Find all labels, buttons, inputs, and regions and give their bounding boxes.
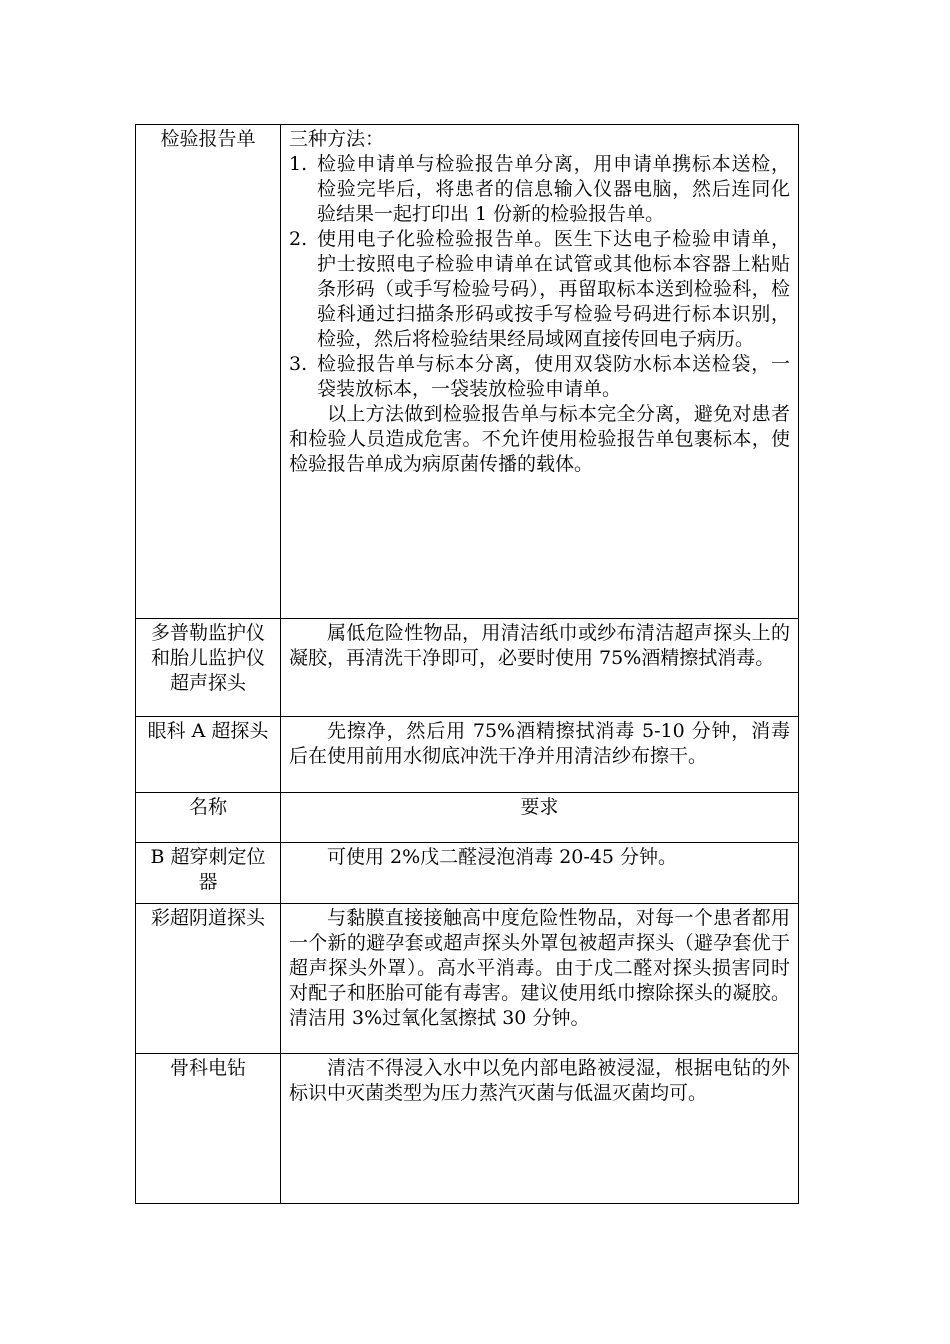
methods-list [289,152,790,402]
table-row [136,717,799,793]
table-row [136,904,799,1054]
row-name-cell: 骨科电钻 [136,1054,281,1204]
list-item-text: 检验报告单与标本分离，使用双袋防水标本送检袋，一袋装放标本，一袋装放检验申请单。 [317,353,790,400]
column-header-name: 名称 [136,793,281,843]
list-item-number: 1. [289,153,308,175]
row-name-cell: 检验报告单 [136,125,281,619]
row-requirement-cell: 可使用 2%戊二醛浸泡消毒 20-45 分钟。 [281,843,799,904]
list-item-number: 3. [289,353,308,375]
disinfection-table [135,124,799,1204]
row-requirement-cell [281,125,799,619]
table-row [136,125,799,619]
row-requirement-cell: 与黏膜直接接触高中度危险性物品，对每一个患者都用一个新的避孕套或超声探头外罩包被超声探头（避孕套优于超声探头外罩）。高水平消毒。由于戊二醛对探头损害同时对配子和胚胎可能有毒害。建议使用纸巾擦除探头的凝胶。清洁用 3%过氧化氢擦拭 30 分钟。 [281,904,799,1054]
row-name-cell: 多普勒监护仪和胎儿监护仪超声探头 [136,619,281,717]
row-requirement-cell: 先擦净，然后用 75%酒精擦拭消毒 5-10 分钟，消毒后在使用前用水彻底冲洗干净并用清洁纱布擦干。 [281,717,799,793]
list-item-text: 使用电子化验检验报告单。医生下达电子检验申请单，护士按照电子检验申请单在试管或其他标本容器上粘贴条形码（或手写检验号码），再留取标本送到检验科，检验科通过扫描条形码或按手写检验号码进行标本识别，检验，然后将检验结果经局域网直接传回电子病历。 [317,228,790,350]
row-requirement-cell: 属低危险性物品，用清洁纸巾或纱布清洁超声探头上的凝胶，再清洗干净即可，必要时使用 75%酒精擦拭消毒。 [281,619,799,717]
table-row [136,619,799,717]
column-header-requirement: 要求 [281,793,799,843]
row-requirement-cell: 清洁不得浸入水中以免内部电路被浸湿，根据电钻的外标识中灭菌类型为压力蒸汽灭菌与低温灭菌均可。 [281,1054,799,1204]
table-row [136,843,799,904]
table-row [136,1054,799,1204]
list-item [289,352,790,402]
methods-intro: 三种方法： [289,128,385,150]
methods-summary: 以上方法做到检验报告单与标本完全分离，避免对患者和检验人员造成危害。不允许使用检验报告单包裹标本，使检验报告单成为病原菌传播的载体。 [289,403,790,475]
list-item [289,227,790,352]
list-item [289,152,790,227]
table-header-row [136,793,799,843]
list-item-number: 2. [289,228,308,250]
row-name-cell: 彩超阴道探头 [136,904,281,1054]
row-name-cell: B 超穿刺定位器 [136,843,281,904]
row-name-cell: 眼科 A 超探头 [136,717,281,793]
list-item-text: 检验申请单与检验报告单分离，用申请单携标本送检，检验完毕后，将患者的信息输入仪器电脑，然后连同化验结果一起打印出 1 份新的检验报告单。 [317,153,790,225]
